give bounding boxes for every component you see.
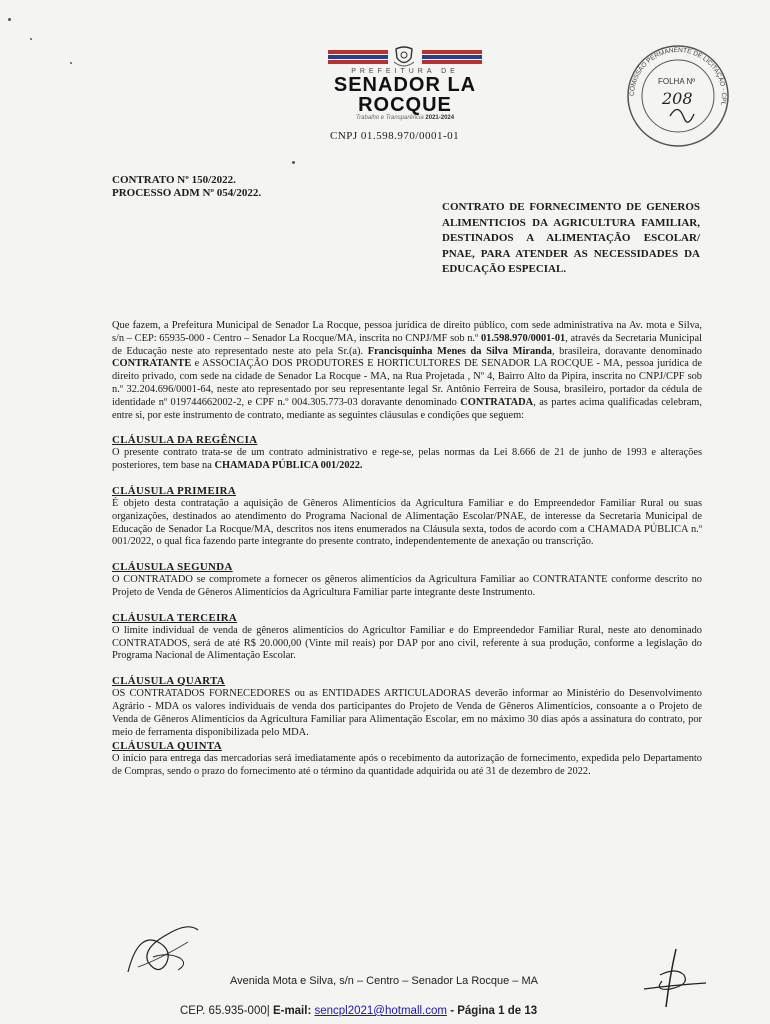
crest-icon	[392, 46, 416, 68]
clause-segunda	[112, 560, 702, 600]
process-number: PROCESSO ADM Nº 054/2022.	[112, 187, 262, 199]
clause-text: O início para entrega das mercadorias será imediatamente após o recebimento da autorização de fornecimento, expedida pelo Departamento de Compras, sendo o prazo do fornecimento até o término da quantidade adquirida ou até 31 de dezembro de 2022.	[112, 753, 702, 778]
contract-title: CONTRATO DE FORNECIMENTO DE GENEROS ALIMENTICIOS DA AGRICULTURA FAMILIAR, DESTINADOS A ALIMENTAÇÃO ESCOLAR/ PNAE, PARA ATENDER AS NECESSIDADES DA EDUCAÇÃO ESPECIAL.	[442, 201, 700, 275]
stamp-ring-text: COMISSÃO PERMANENTE DE LICITAÇÃO - CPL	[628, 46, 728, 106]
contract-body	[112, 320, 702, 779]
intro-text: , através da Secretaria Municipal de Educação neste ato representado neste ato pela Sr.(a).	[112, 332, 702, 357]
stamp-number: 208	[662, 89, 693, 108]
clause-title: CLÁUSULA SEGUNDA	[112, 561, 233, 574]
intro-text: , brasileira, doravante denominado	[551, 345, 703, 357]
signature-right-icon	[640, 945, 710, 1015]
clause-regencia-text: O presente contrato trata-se de um contrato administrativo e rege-se, pelas normas da Lei 8.666 de 21 de junho de 1993 e alterações posteriores, tem base na	[112, 447, 702, 472]
clause-title: CLÁUSULA QUINTA	[112, 740, 222, 753]
municipality-logo	[300, 46, 510, 121]
signature-left-icon	[118, 912, 218, 982]
clause-quinta	[112, 739, 702, 779]
clause-title: CLÁUSULA QUARTA	[112, 675, 226, 688]
footer-address: Avenida Mota e Silva, s/n – Centro – Senador La Rocque – MA	[230, 975, 538, 987]
flag-left-icon	[328, 50, 388, 64]
footer-contact	[180, 1005, 537, 1017]
clause-text: O CONTRATADO se compromete a fornecer os gêneros alimentícios da Agricultura Familiar ao CONTRATANTE conforme descrito no Projeto de Venda de Gêneros Alimentícios da Agricultura Familiar parte integrante deste Instrumento.	[112, 574, 702, 598]
footer-cep: CEP. 65.935-000|	[180, 1005, 270, 1017]
stamp-label: FOLHA Nº	[658, 77, 696, 86]
clause-quarta	[112, 674, 702, 739]
header-cnpj: CNPJ 01.598.970/0001-01	[330, 130, 460, 142]
intro-contratante: CONTRATANTE	[112, 358, 192, 370]
clause-regencia-chamada: CHAMADA PÚBLICA 001/2022.	[214, 460, 363, 472]
clause-terceira	[112, 611, 702, 663]
intro-cnpj: 01.598.970/0001-01	[480, 332, 566, 344]
clause-title: CLÁUSULA TERCEIRA	[112, 611, 238, 624]
stamp-signature-icon	[670, 109, 694, 122]
intro-text: e ASSOCIAÇÃO DOS PRODUTORES E HORTICULTORES DE SENADOR LA ROCQUE - MA, pessoa jurídica de direito privado, com sede na cidade de Senador La Rocque - MA, na Rua Projetada , Nº 4, Bairro Alto da Pipira, inscrita no CNPJ/CPF sob n.º 32.204.696/0001-64, neste ato representado por seu representante legal Sr. Antônio Ferreira de Sousa, brasileiro, portador da cédula de identidade nº 019744662002-2, e CPF n.º 004.305.773-03 doravante denominado	[112, 358, 702, 408]
clause-text: OS CONTRATADOS FORNECEDORES ou as ENTIDADES ARTICULADORAS deverão informar ao Ministério do Desenvolvimento Agrário - MDA os valores individuais de venda dos participantes do Projeto de Venda de Gêneros Alimentícios, consoante a o Projeto de Venda de Gêneros Alimentícios da Agricultura Familiar para Alimentação Escolar, em no máximo 30 dias após a assinatura do contrato, por meio de ferramenta disponibilizada pelo MDA.	[112, 688, 702, 738]
logo-tagline	[300, 115, 510, 121]
clause-text: É objeto desta contratação a aquisição de Gêneros Alimentícios da Agricultura Familiar e do Empreendedor Familiar Rural ou suas organizações, destinados ao atendimento do Programa Nacional de Alimentação Escolar/PNAE, de interesse da Secretaria Municipal de Educação de Senador La Rocque/MA, descritos nos itens enumerados na Cláusula sexta, todos de acordo com a CHAMADA PÚBLICA n.º 001/2022, o qual fica fazendo parte integrante do presente contrato, independentemente de anexação ou transcrição.	[112, 497, 702, 548]
logo-years: 2021-2024	[425, 115, 455, 121]
footer-separator: -	[450, 1005, 455, 1017]
scan-speck	[8, 18, 11, 21]
scan-speck	[292, 161, 295, 164]
logo-prefix: PREFEITURA DE	[351, 68, 459, 75]
intro-paragraph	[112, 320, 702, 422]
flag-right-icon	[422, 50, 482, 64]
intro-representative: Francisquinha Menes da Silva Miranda	[367, 345, 552, 357]
clause-text	[112, 447, 702, 473]
footer-page-number: Página 1 de 13	[457, 1005, 538, 1017]
clause-primeira	[112, 484, 702, 549]
scan-speck	[70, 62, 72, 64]
intro-text: , as partes acima qualificadas celebram, entre si, por este instrumento de contrato, mediante as seguintes cláusulas e condições que seguem:	[112, 396, 702, 421]
logo-tagline-text: Trabalho e Transparência	[355, 115, 424, 121]
footer-email-link[interactable]: sencpl2021@hotmall.com	[314, 1005, 447, 1017]
scan-speck	[30, 38, 32, 40]
contract-identifiers	[112, 174, 261, 200]
clause-text: O limite individual de venda de gêneros alimentícios do Agricultor Familiar e do Empreendedor Familiar Rural, neste ato denominado CONTRATADOS, será de até R$ 20.000,00 (Vinte mil reais) por DAP por ano civil, referente à sua produção, conforme a legislação do Programa Nacional de Alimentação Escolar.	[112, 624, 702, 662]
footer-email-label: E-mail:	[272, 1005, 312, 1017]
clause-title: CLÁUSULA DA REGÊNCIA	[112, 434, 258, 447]
logo-name: SENADOR LA ROCQUE	[333, 74, 477, 116]
clause-regencia	[112, 433, 702, 473]
intro-contratada: CONTRATADA	[460, 396, 534, 408]
clause-title: CLÁUSULA PRIMEIRA	[112, 484, 237, 497]
intro-text: Que fazem, a Prefeitura Municipal de Senador La Rocque, pessoa jurídica de direito público, com sede administrativa na Av. mota e Silva, s/n – CEP: 65935-000 - Centro – Senador La Rocque/MA, inscrita no CNPJ/MF sob n.º	[112, 320, 702, 344]
cpl-stamp	[618, 44, 738, 148]
logo-flags	[300, 46, 510, 68]
contract-number: CONTRATO Nº 150/2022.	[112, 174, 236, 186]
